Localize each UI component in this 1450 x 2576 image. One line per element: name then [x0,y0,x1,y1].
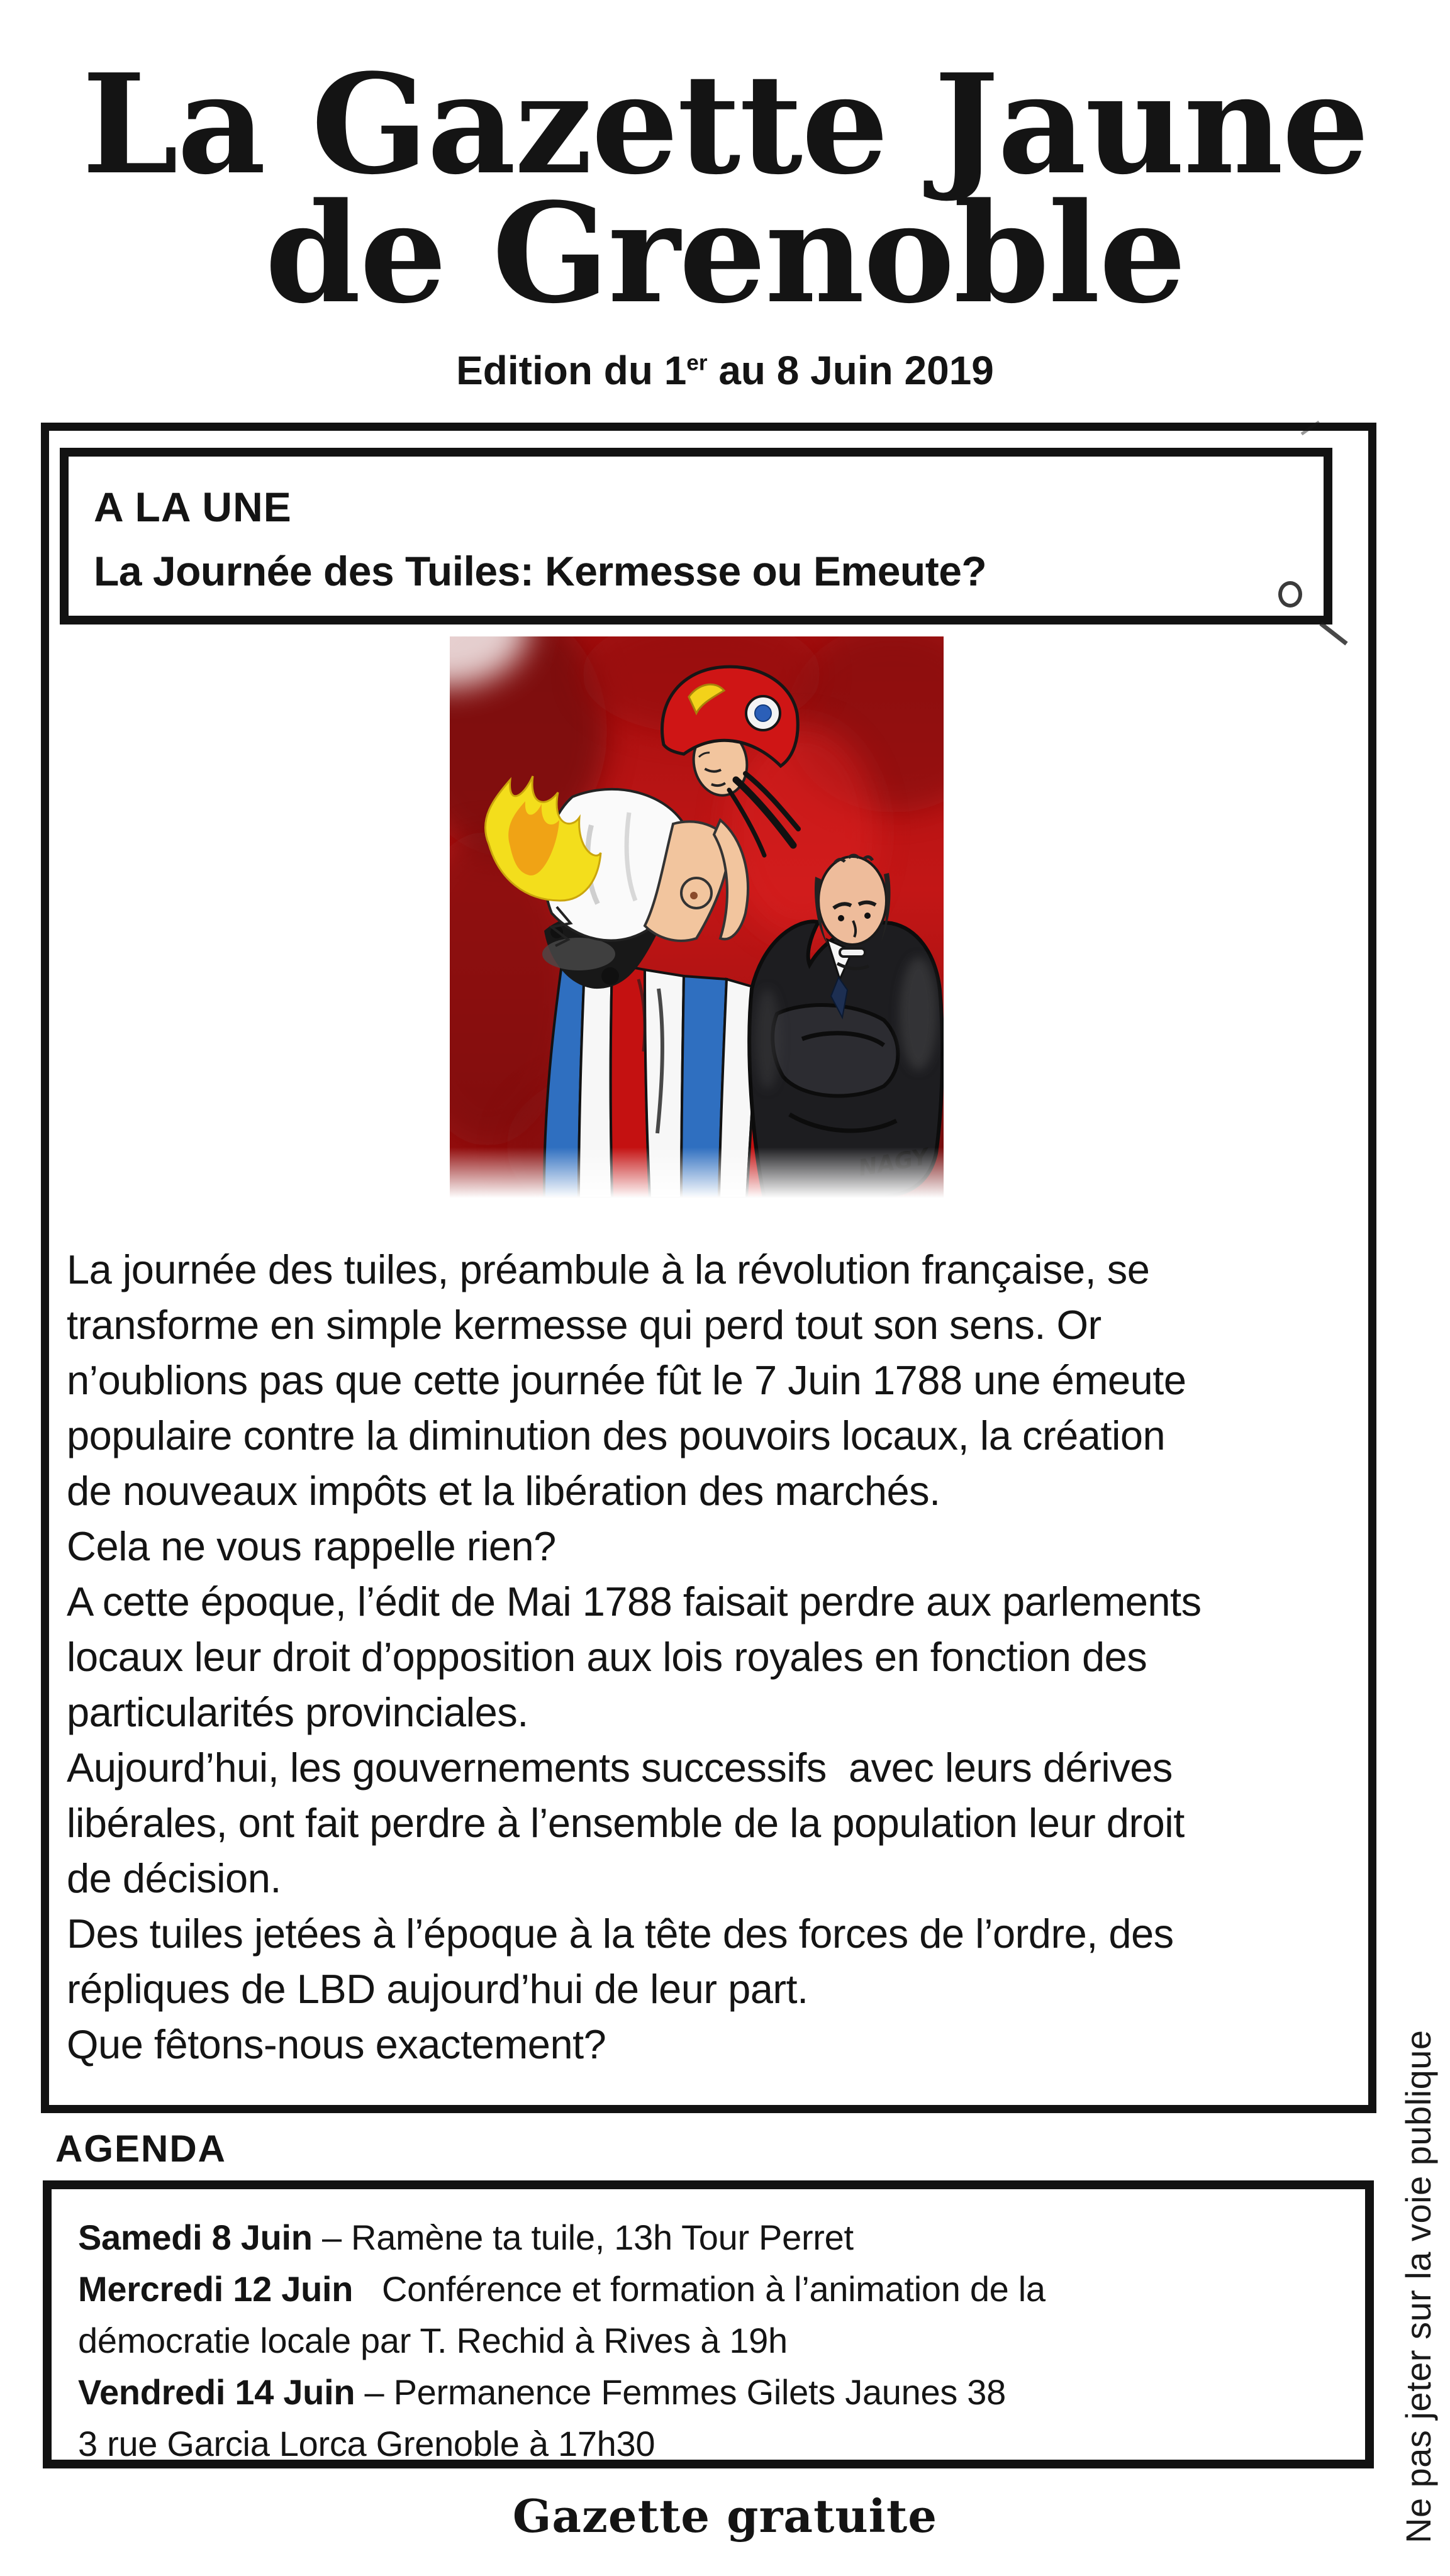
pen-mark [1278,581,1302,608]
agenda-line [78,2418,1352,2470]
agenda-line [78,2263,1352,2315]
agenda-line [78,2212,1352,2263]
article-body [67,1242,1369,2072]
edition-line [0,347,1450,394]
article-line: La journée des tuiles, préambule à la révolution française, se [67,1246,1150,1292]
agenda-line [78,2315,1352,2367]
article-line: populaire contre la diminution des pouvoirs locaux, la création [67,1413,1166,1458]
article-line: locaux leur droit d’opposition aux lois royales en fonction des [67,1634,1147,1680]
masthead-title-line1: La Gazette Jaune [82,44,1368,205]
article-line: Que fêtons-nous exactement? [67,2021,606,2067]
agenda-text: – Permanence Femmes Gilets Jaunes 38 [355,2372,1006,2412]
article-line: particularités provinciales. [67,1689,528,1735]
agenda-date: Mercredi 12 Juin [78,2269,354,2309]
margin-note-vertical: Ne pas jeter sur la voie publique [1398,2029,1438,2543]
article-line: Aujourd’hui, les gouvernements successifs avec leurs dérives [67,1745,1173,1790]
article-line: Cela ne vous rappelle rien? [67,1523,556,1569]
agenda-text: – Ramène ta tuile, 13h Tour Perret [312,2218,854,2257]
cartoon-svg [450,636,944,1198]
article-line: libérales, ont fait perdre à l’ensemble de la population leur droit [67,1800,1185,1846]
masthead-title [0,44,1450,334]
free-gazette-label: Gazette gratuite [512,2489,938,2543]
agenda-text: Conférence et formation à l’animation de la [353,2269,1046,2309]
masthead-title-line2: de Grenoble [265,172,1185,334]
kicker-a-la-une: A LA UNE [94,484,292,530]
cartoon-illustration [450,636,944,1198]
edition-suffix: au 8 Juin 2019 [707,348,994,393]
headline-box [60,448,1332,625]
article-line: n’oublions pas que cette journée fût le 7 Juin 1788 une émeute [67,1357,1186,1403]
front-page-article-box [41,423,1376,2113]
article-line: répliques de LBD aujourd’hui de leur part. [67,1966,808,2012]
article-line: transforme en simple kermesse qui perd tout son sens. Or [67,1302,1101,1348]
article-headline: La Journée des Tuiles: Kermesse ou Emeute? [94,548,987,594]
agenda-date: Vendredi 14 Juin [78,2372,355,2412]
agenda-box [43,2180,1374,2468]
article-line: Des tuiles jetées à l’époque à la tête des forces de l’ordre, des [67,1911,1174,1957]
agenda-text: démocratie locale par T. Rechid à Rives à 19h [78,2321,788,2360]
agenda-date: Samedi 8 Juin [78,2218,313,2257]
agenda-text: 3 rue Garcia Lorca Grenoble à 17h30 [78,2424,655,2463]
article-line: de nouveaux impôts et la libération des marchés. [67,1468,940,1514]
agenda-line [78,2367,1352,2418]
article-line: de décision. [67,1855,281,1901]
edition-ordinal: er [686,350,708,375]
agenda-heading: AGENDA [55,2128,227,2170]
article-line: A cette époque, l’édit de Mai 1788 faisait perdre aux parlements [67,1579,1202,1624]
edition-prefix: Edition du 1 [456,348,687,393]
